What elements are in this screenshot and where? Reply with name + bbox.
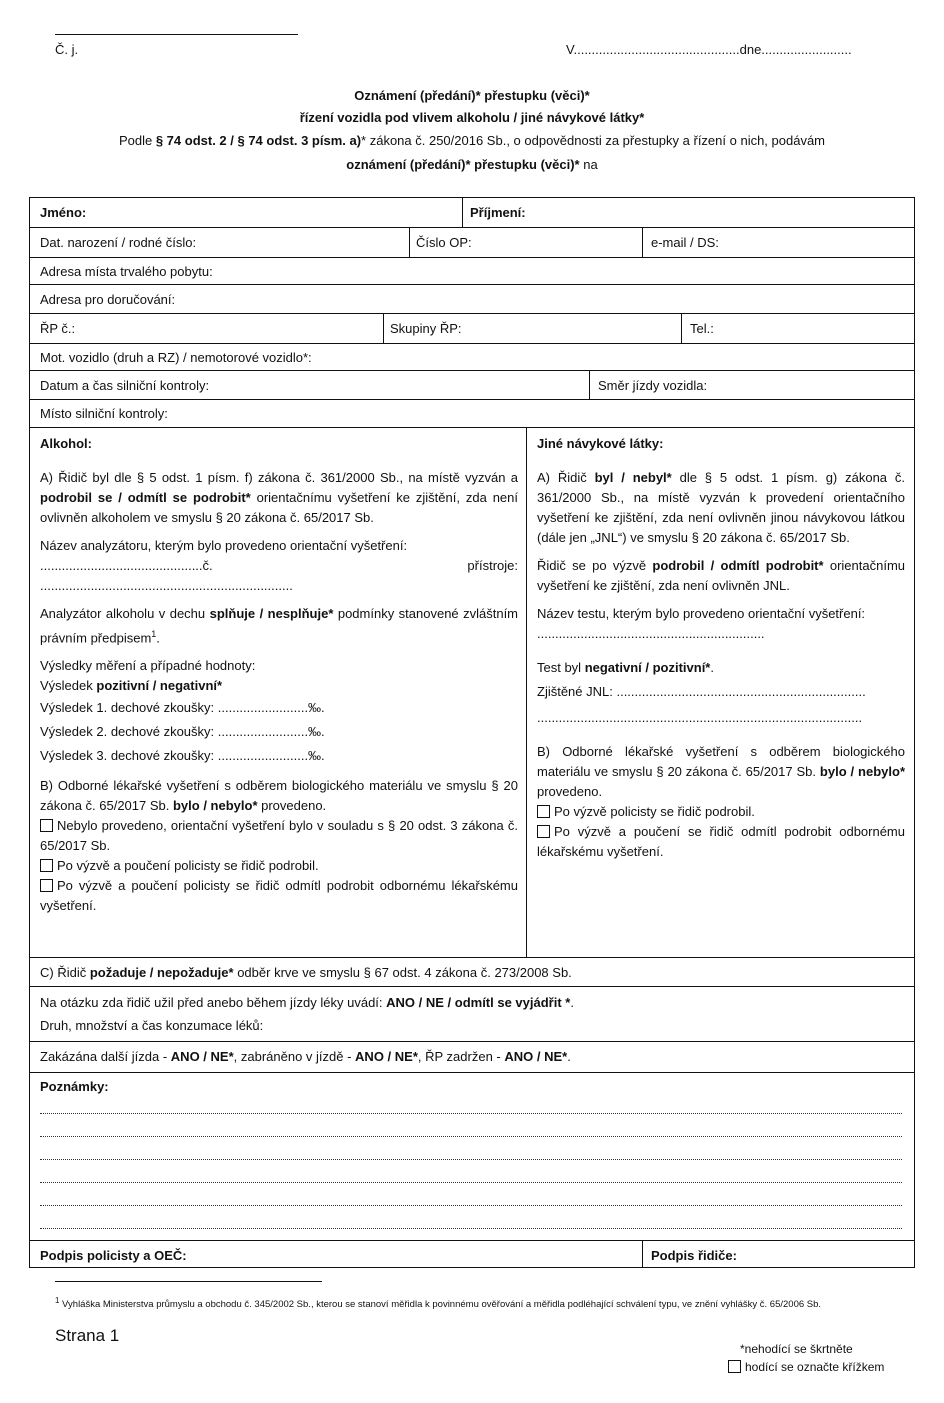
detected-jnl-line[interactable]: Zjištěné JNL: ..................................................................... bbox=[537, 684, 866, 699]
breath-test-2[interactable]: Výsledek 2. dechové zkoušky: .........................‰. bbox=[40, 724, 325, 740]
breath-test-3[interactable]: Výsledek 3. dechové zkoušky: .........................‰. bbox=[40, 748, 325, 764]
page-number: Strana 1 bbox=[55, 1326, 120, 1345]
checkbox[interactable] bbox=[40, 859, 53, 872]
checkbox[interactable] bbox=[537, 805, 550, 818]
vehicle-field[interactable]: Mot. vozidlo (druh a RZ) / nemotorové vozidlo*: bbox=[40, 350, 312, 365]
jnl-driver-response: Řidič se po výzvě podrobil / odmítl podrobit* orientačnímu vyšetření ke zjištění, zda není ovlivněn JNL. bbox=[537, 558, 905, 593]
jnl-section-a: A) Řidič byl / nebyl* dle § 5 odst. 1 písm. g) zákona č. 361/2000 Sb., na místě vyzván k provedení orientačního vyšetření ke zjištění, zda není ovlivněn jinou návykovou látkou (dále jen „JNL“) ve smyslu § 20 zákona č. 65/2017 Sb. bbox=[537, 470, 905, 545]
place-date-line: V..............................................dne......................... bbox=[566, 42, 852, 57]
offense-report-form bbox=[29, 197, 915, 1268]
other-substances-section bbox=[537, 434, 905, 862]
blood-test-request: C) Řidič požaduje / nepožaduje* odběr krve ve smyslu § 67 odst. 4 zákona č. 273/2008 Sb. bbox=[40, 965, 572, 980]
test-name-line[interactable]: Název testu, kterým bylo provedeno orientační vyšetření: ............................................................... bbox=[537, 606, 866, 641]
license-number-field[interactable]: ŘP č.: bbox=[40, 321, 76, 336]
medication-question: Na otázku zda řidič užil před anebo během jízdy léky uvádí: ANO / NE / odmítl se vyjádřit *. bbox=[40, 995, 574, 1010]
checkbox-note: hodící se označte křížkem bbox=[728, 1360, 884, 1374]
cj-underline bbox=[55, 34, 298, 35]
strike-note: *nehodící se škrtněte bbox=[740, 1342, 853, 1356]
alcohol-section-b: B) Odborné lékařské vyšetření s odběrem biologického materiálu ve smyslu § 20 zákona č. 65/2017 Sb. bylo / nebylo* provedeno. bbox=[40, 778, 518, 814]
alcohol-section-a: A) Řidič byl dle § 5 odst. 1 písm. f) zákona č. 361/2000 Sb., na místě vyzván a podrobil se / odmítl se podrobit* orientačnímu vyšetření ke zjištění, zda není ovlivněn alkoholem ve smyslu § 20 zákona č. 65/2017 Sb. bbox=[40, 470, 518, 525]
birth-date-field[interactable]: Dat. narození / rodné číslo: bbox=[40, 235, 197, 250]
analyzer-compliance: Analyzátor alkoholu v dechu splňuje / nesplňuje* podmínky stanovené zvláštním právním předpisem$^1$. bbox=[40, 606, 519, 646]
notes-line[interactable] bbox=[40, 1182, 902, 1183]
footnote: $^1$ Vyhláška Ministerstva průmyslu a obchodu č. 345/2002 Sb., kterou se stanoví měřidla k povinnému ověřování a měřidla podléhající schválení typu, ve znění vyhlášky č. 65/2006 Sb. bbox=[55, 1296, 822, 1311]
notes-line[interactable] bbox=[40, 1205, 902, 1206]
jnl-section-b: B) Odborné lékařské vyšetření s odběrem biologického materiálu ve smyslu § 20 zákona č. 65/2017 Sb. bylo / nebylo* provedeno. bbox=[537, 744, 905, 799]
license-groups-field[interactable]: Skupiny ŘP: bbox=[390, 321, 462, 336]
surname-field[interactable]: Příjmení: bbox=[470, 205, 526, 220]
result-line: Výsledek pozitivní / negativní* bbox=[40, 678, 223, 694]
test-result-line: Test byl negativní / pozitivní*. bbox=[537, 660, 714, 675]
notes-line[interactable] bbox=[40, 1159, 902, 1160]
inspection-datetime-field[interactable]: Datum a čas silniční kontroly: bbox=[40, 378, 210, 393]
alcohol-option-submitted: Po výzvě a poučení policisty se řidič podrobil. bbox=[40, 856, 518, 876]
detected-jnl-extra-line[interactable]: .......................................................................................... bbox=[537, 710, 863, 725]
driving-direction-field[interactable]: Směr jízdy vozidla: bbox=[598, 378, 708, 393]
permanent-address-field[interactable]: Adresa místa trvalého pobytu: bbox=[40, 264, 213, 279]
alcohol-option-refused: Po výzvě a poučení policisty se řidič odmítl podrobit odbornému lékařskému vyšetření. bbox=[40, 878, 518, 914]
driving-prohibition-line: Zakázána další jízda - ANO / NE*, zabráněno v jízdě - ANO / NE*, ŘP zadržen - ANO / NE*. bbox=[40, 1049, 571, 1064]
device-number-line[interactable]: .............................................č. přístroje: ...................................................................... bbox=[40, 558, 518, 593]
id-card-field[interactable]: Číslo OP: bbox=[416, 235, 472, 250]
checkbox[interactable] bbox=[40, 819, 53, 832]
legal-basis-line: Podle § 74 odst. 2 / § 74 odst. 3 písm. a)* zákona č. 250/2016 Sb., o odpovědnosti za přestupky a řízení o nich, podávám bbox=[118, 133, 826, 148]
inspection-place-field[interactable]: Místo silniční kontroly: bbox=[40, 406, 168, 421]
document-title: Oznámení (předání)* přestupku (věci)* bbox=[354, 88, 590, 103]
document-subtitle: řízení vozidla pod vlivem alkoholu / jiné návykové látky* bbox=[299, 110, 645, 125]
notes-line[interactable] bbox=[40, 1136, 902, 1137]
submission-line: oznámení (předání)* přestupku (věci)* na bbox=[346, 157, 598, 172]
checkbox-legend-icon bbox=[728, 1360, 741, 1373]
notes-line[interactable] bbox=[40, 1228, 902, 1229]
notes-line[interactable] bbox=[40, 1113, 902, 1114]
first-name-field[interactable]: Jméno: bbox=[40, 205, 87, 220]
checkbox[interactable] bbox=[40, 879, 53, 892]
officer-signature-field[interactable]: Podpis policisty a OEČ: bbox=[40, 1248, 187, 1263]
medication-details-field[interactable]: Druh, množství a čas konzumace léků: bbox=[40, 1018, 264, 1033]
alcohol-heading: Alkohol: bbox=[40, 436, 92, 451]
footnote-separator bbox=[55, 1281, 322, 1282]
driver-signature-field[interactable]: Podpis řidiče: bbox=[651, 1248, 737, 1263]
alcohol-option-not-performed: Nebylo provedeno, orientační vyšetření bylo v souladu s § 20 odst. 3 zákona č. 65/2017 Sb. bbox=[40, 818, 518, 854]
email-field[interactable]: e-mail / DS: bbox=[651, 235, 719, 250]
phone-field[interactable]: Tel.: bbox=[690, 321, 714, 336]
delivery-address-field[interactable]: Adresa pro doručování: bbox=[40, 292, 176, 307]
jnl-option-refused: Po výzvě a poučení se řidič odmítl podrobit odbornému lékařskému vyšetření. bbox=[537, 824, 905, 859]
analyzer-name-label: Název analyzátoru, kterým bylo provedeno orientační vyšetření: bbox=[40, 538, 408, 553]
alcohol-section bbox=[40, 434, 518, 916]
breath-test-1[interactable]: Výsledek 1. dechové zkoušky: .........................‰. bbox=[40, 700, 325, 716]
reference-number-label: Č. j. bbox=[55, 42, 79, 57]
measurement-results-label: Výsledky měření a případné hodnoty: bbox=[40, 658, 256, 674]
checkbox[interactable] bbox=[537, 825, 550, 838]
other-substances-heading: Jiné návykové látky: bbox=[537, 436, 664, 451]
notes-label: Poznámky: bbox=[40, 1079, 109, 1094]
jnl-option-submitted: Po výzvě policisty se řidič podrobil. bbox=[537, 802, 905, 822]
